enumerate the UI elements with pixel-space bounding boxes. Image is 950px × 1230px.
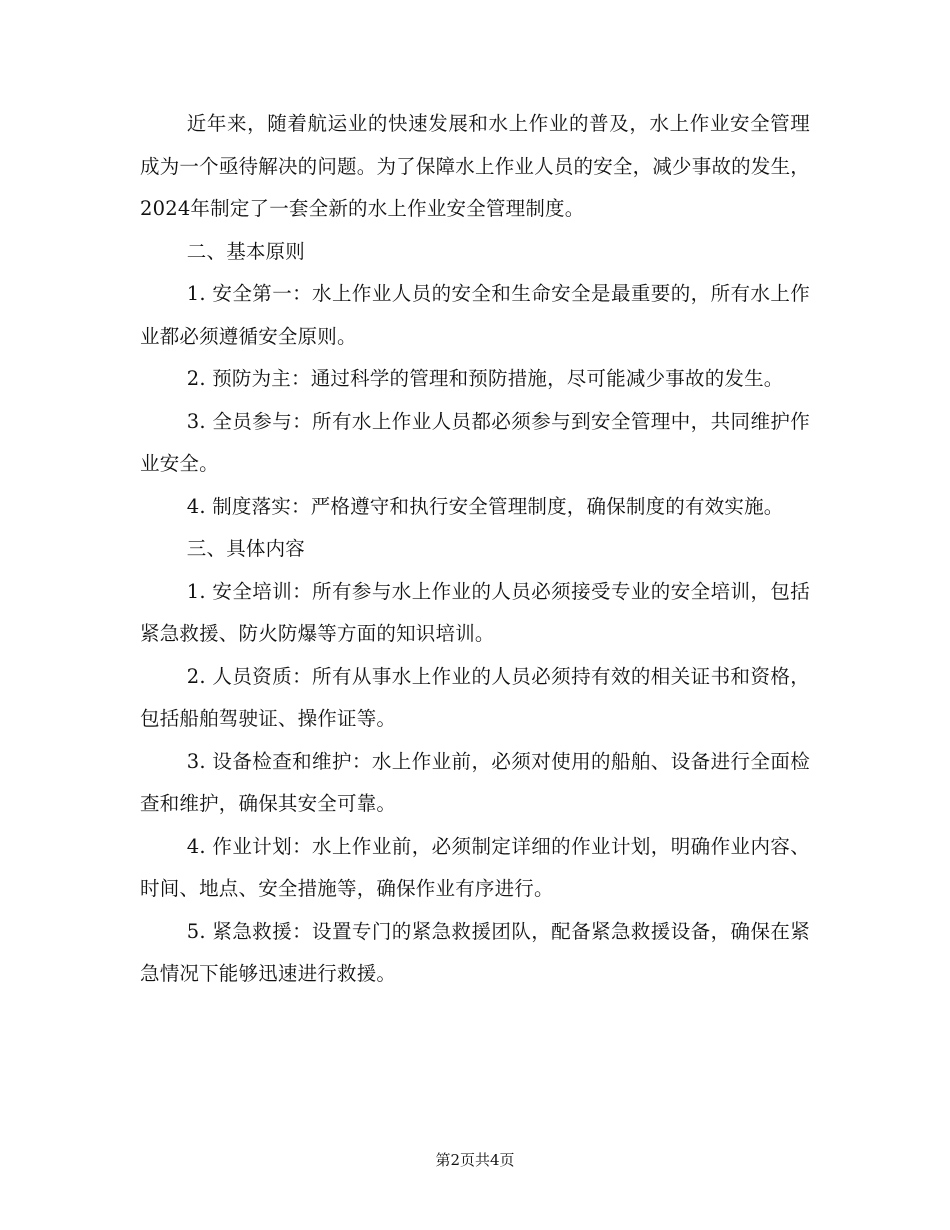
- content-item-2: 2. 人员资质：所有从事水上作业的人员必须持有效的相关证书和资格，包括船舶驾驶证、操作证等。: [140, 664, 810, 730]
- intro-paragraph: 近年来，随着航运业的快速发展和水上作业的普及，水上作业安全管理成为一个亟待解决的问题。为了保障水上作业人员的安全，减少事故的发生，2024年制定了一套全新的水上作业安全管理制度。: [140, 112, 810, 220]
- document-body: [140, 103, 810, 996]
- principle-item-2: 2. 预防为主：通过科学的管理和预防措施，尽可能减少事故的发生。: [186, 367, 784, 390]
- principle-item-1: 1. 安全第一：水上作业人员的安全和生命安全是最重要的，所有水上作业都必须遵循安全原则。: [140, 282, 810, 348]
- content-item-5: 5. 紧急救援：设置专门的紧急救援团队，配备紧急救援设备，确保在紧急情况下能够迅速进行救援。: [140, 919, 810, 985]
- page-number-footer: 第2页共4页: [435, 1151, 515, 1169]
- content-item-3: 3. 设备检查和维护：水上作业前，必须对使用的船舶、设备进行全面检查和维护，确保其安全可靠。: [140, 749, 810, 815]
- content-item-4: 4. 作业计划：水上作业前，必须制定详细的作业计划，明确作业内容、时间、地点、安全措施等，确保作业有序进行。: [140, 834, 810, 900]
- principle-item-3: 3. 全员参与：所有水上作业人员都必须参与到安全管理中，共同维护作业安全。: [140, 409, 810, 475]
- content-item-1: 1. 安全培训：所有参与水上作业的人员必须接受专业的安全培训，包括紧急救援、防火防爆等方面的知识培训。: [140, 579, 810, 645]
- section-heading-specific-content: 三、具体内容: [186, 537, 305, 560]
- principle-item-4: 4. 制度落实：严格遵守和执行安全管理制度，确保制度的有效实施。: [186, 494, 784, 518]
- section-heading-basic-principles: 二、基本原则: [186, 239, 305, 263]
